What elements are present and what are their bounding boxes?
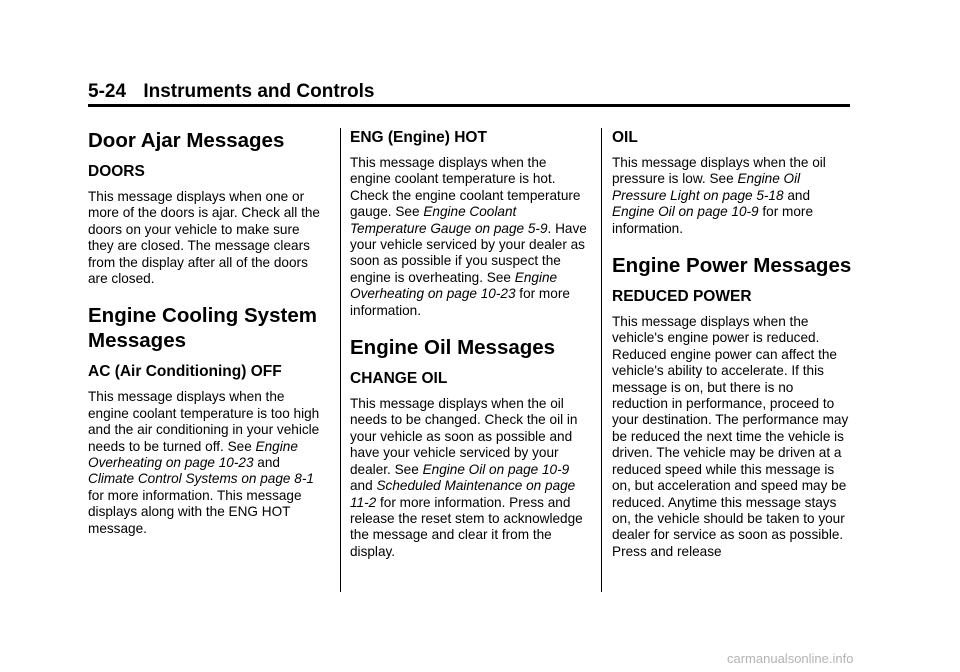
column-divider-1 [340,128,341,592]
subheading-ac-off: AC (Air Conditioning) OFF [88,363,282,381]
subheading-oil: OIL [612,129,638,146]
link-engine-overheating-2[interactable]: Engine Overheating on page 10-23 [350,269,558,302]
column-1 [88,128,328,553]
link-engine-oil-2[interactable]: Engine Oil on page 10-9 [612,204,759,220]
link-climate-control[interactable]: Climate Control Systems on page 8-1 [88,471,314,487]
link-oil-pressure-light[interactable]: Engine Oil Pressure Light on page 5-18 [612,171,801,203]
column-divider-2 [601,128,602,592]
link-engine-overheating[interactable]: Engine Overheating on page 10-23 [88,438,298,471]
link-engine-oil[interactable]: Engine Oil on page 10-9 [422,461,570,477]
heading-engine-cooling-messages: Engine Cooling System Messages [88,304,317,353]
link-scheduled-maintenance[interactable]: Scheduled Maintenance on page 11-2 [350,478,576,510]
section-title: Instruments and Controls [143,81,375,102]
paragraph-oil: This message displays when the oil pressure is low. See Engine Oil Pressure Light on page 5-18 and Engine Oil on page 10-9 for more information. [612,155,826,236]
watermark: carmanualsonline.info [727,651,854,666]
paragraph-eng-hot: This message displays when the engine coolant temperature is hot. Check the engine coolant temperature gauge. See Engine Coolant Temperature Gauge on page 5-9. Have your vehicle serviced by your dealer as soon as possible if you suspect the engine is overheating. See Engine Overheating on page 10-23 for more information. [350,155,587,318]
page-header [88,80,850,104]
subheading-eng-hot: ENG (Engine) HOT [350,129,487,146]
heading-engine-oil-messages: Engine Oil Messages [350,336,556,360]
paragraph-change-oil: This message displays when the oil needs to be changed. Check the oil in your vehicle as soon as possible and have your vehicle serviced by your dealer. See Engine Oil on page 10-9 and Scheduled Maintenance on page 11-2 for more information. Press and release the reset stem to acknowledge the message and clear it from the display. [350,396,583,559]
header-rule [88,104,850,107]
subheading-change-oil: CHANGE OIL [350,370,448,388]
subheading-reduced-power: REDUCED POWER [612,288,752,306]
column-3 [612,128,852,576]
column-2 [350,128,590,576]
heading-door-ajar-messages: Door Ajar Messages [88,129,285,152]
subheading-doors: DOORS [88,163,145,180]
page-number: 5-24 [88,81,127,102]
paragraph-doors: This message displays when one or more of the doors is ajar. Check all the doors on your vehicle to make sure they are closed. The message clears from the display after all of the doors are closed. [88,189,320,287]
link-coolant-gauge[interactable]: Engine Coolant Temperature Gauge on page 5-9 [350,204,548,236]
heading-engine-power-messages: Engine Power Messages [612,254,852,278]
paragraph-reduced-power: This message displays when the vehicle's engine power is reduced. Reduced engine power can affect the vehicle's ability to accelerate. If this message is on, but there is no reduction in performance, proceed to your destination. The performance may be reduced the next time the vehicle is driven. The vehicle may be driven at a reduced speed while this message is on, but acceleration and speed may be reduced. Anytime this message stays on, the vehicle should be taken to your dealer for service as soon as possible. Press and release [612,314,849,559]
paragraph-ac-off: This message displays when the engine coolant temperature is too high and the air conditioning in your vehicle needs to be turned off. See Engine Overheating on page 10-23 and Climate Control Systems on page 8-1 for more information. This message displays along with the ENG HOT message. [88,389,320,536]
